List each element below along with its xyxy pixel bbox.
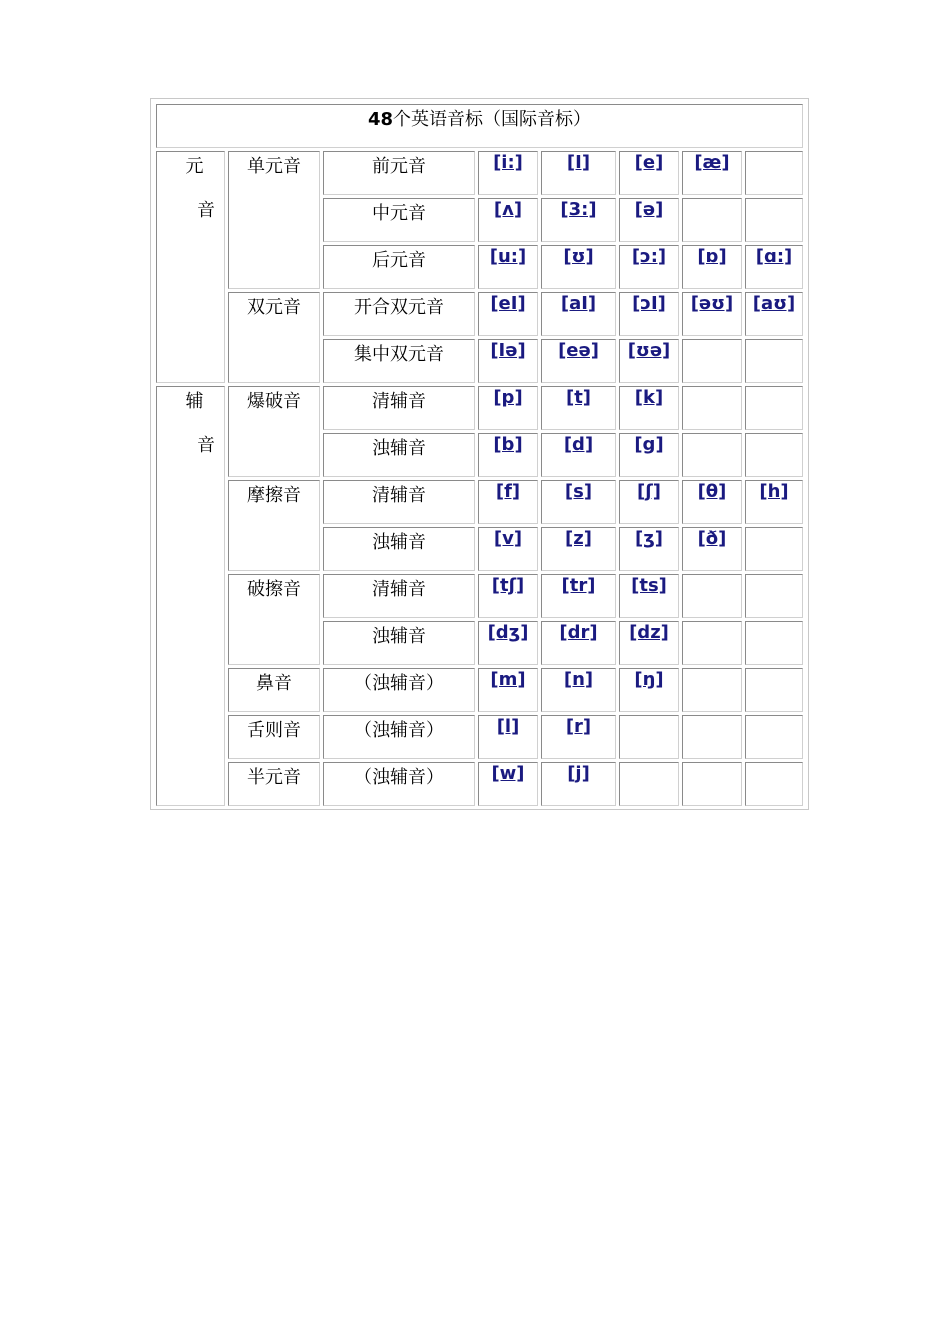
- symbol-link[interactable]: [r]: [565, 716, 592, 737]
- symbol-link[interactable]: [w]: [491, 763, 525, 784]
- empty-cell: [682, 715, 742, 759]
- symbol-link[interactable]: [v]: [493, 528, 523, 549]
- empty-cell: [682, 574, 742, 618]
- symbol-link[interactable]: [ɑ:]: [755, 246, 793, 267]
- symbol-cell: [541, 621, 616, 665]
- symbol-cell: [478, 386, 538, 430]
- symbol-link[interactable]: [ʊə]: [627, 340, 671, 361]
- empty-cell: [619, 715, 679, 759]
- symbol-cell: [541, 339, 616, 383]
- row-label: 浊辅音: [323, 621, 475, 665]
- empty-cell: [745, 715, 803, 759]
- symbol-link[interactable]: [aʊ]: [752, 293, 796, 314]
- symbol-link[interactable]: [ŋ]: [634, 669, 664, 690]
- empty-cell: [745, 386, 803, 430]
- symbol-cell: [478, 245, 538, 289]
- symbol-cell: [478, 715, 538, 759]
- symbol-cell: [541, 292, 616, 336]
- symbol-link[interactable]: [z]: [565, 528, 592, 549]
- vowel-label-1: 元: [185, 156, 204, 177]
- symbol-cell: [619, 198, 679, 242]
- nasal-label: 鼻音: [228, 668, 320, 712]
- symbol-link[interactable]: [dʒ]: [487, 622, 529, 643]
- monophthong-label: 单元音: [228, 151, 320, 289]
- symbol-cell: [619, 245, 679, 289]
- symbol-cell: [478, 668, 538, 712]
- symbol-link[interactable]: [ə]: [634, 199, 664, 220]
- symbol-cell: [682, 527, 742, 571]
- empty-cell: [682, 198, 742, 242]
- empty-cell: [682, 668, 742, 712]
- symbol-cell: [619, 151, 679, 195]
- vowel-category: [156, 151, 225, 383]
- symbol-cell: [619, 480, 679, 524]
- consonant-category: [156, 386, 225, 806]
- consonant-label-2: 音: [197, 435, 215, 456]
- symbol-cell: [619, 574, 679, 618]
- diphthong-label: 双元音: [228, 292, 320, 383]
- row-label: 浊辅音: [323, 433, 475, 477]
- symbol-link[interactable]: [u:]: [489, 246, 527, 267]
- title-number: 48: [367, 109, 394, 130]
- symbol-cell: [478, 480, 538, 524]
- symbol-cell: [745, 480, 803, 524]
- symbol-link[interactable]: [b]: [493, 434, 523, 455]
- row-label: （浊辅音）: [323, 762, 475, 806]
- empty-cell: [682, 433, 742, 477]
- consonant-label-1: 辅: [185, 391, 204, 412]
- symbol-cell: [541, 527, 616, 571]
- row-label: 中元音: [323, 198, 475, 242]
- row-label: 浊辅音: [323, 527, 475, 571]
- symbol-cell: [541, 245, 616, 289]
- empty-cell: [745, 762, 803, 806]
- symbol-link[interactable]: [l]: [496, 716, 520, 737]
- symbol-link[interactable]: [əʊ]: [690, 293, 734, 314]
- symbol-link[interactable]: [aI]: [560, 293, 597, 314]
- empty-cell: [745, 151, 803, 195]
- symbol-link[interactable]: [i:]: [493, 152, 523, 173]
- symbol-cell: [541, 668, 616, 712]
- symbol-cell: [541, 715, 616, 759]
- symbol-cell: [745, 292, 803, 336]
- symbol-cell: [682, 245, 742, 289]
- symbol-link[interactable]: [ɔI]: [632, 293, 666, 314]
- symbol-cell: [541, 198, 616, 242]
- empty-cell: [745, 668, 803, 712]
- empty-cell: [682, 386, 742, 430]
- affricate-label: 破擦音: [228, 574, 320, 665]
- symbol-cell: [478, 574, 538, 618]
- empty-cell: [745, 527, 803, 571]
- symbol-cell: [541, 433, 616, 477]
- empty-cell: [745, 198, 803, 242]
- symbol-link[interactable]: [Iə]: [490, 340, 526, 361]
- symbol-link[interactable]: [m]: [490, 669, 526, 690]
- symbol-link[interactable]: [eə]: [558, 340, 599, 361]
- row-label: 开合双元音: [323, 292, 475, 336]
- table-title: [156, 104, 803, 148]
- symbol-cell: [478, 198, 538, 242]
- row-label: 清辅音: [323, 480, 475, 524]
- symbol-link[interactable]: [h]: [759, 481, 789, 502]
- symbol-link[interactable]: [ʒ]: [635, 528, 663, 549]
- title-text: 个英语音标（国际音标）: [393, 109, 592, 130]
- symbol-link[interactable]: [dz]: [629, 622, 669, 643]
- symbol-link[interactable]: [t]: [565, 387, 592, 408]
- symbol-link[interactable]: [k]: [634, 387, 664, 408]
- symbol-link[interactable]: [ʃ]: [637, 481, 661, 502]
- symbol-cell: [619, 386, 679, 430]
- symbol-cell: [478, 527, 538, 571]
- symbol-cell: [682, 480, 742, 524]
- row-label: 清辅音: [323, 386, 475, 430]
- symbol-link[interactable]: [dr]: [559, 622, 598, 643]
- symbol-link[interactable]: [tr]: [561, 575, 596, 596]
- empty-cell: [745, 621, 803, 665]
- empty-cell: [745, 574, 803, 618]
- symbol-link[interactable]: [ɔ:]: [631, 246, 667, 267]
- symbol-cell: [541, 386, 616, 430]
- symbol-cell: [478, 339, 538, 383]
- symbol-cell: [478, 621, 538, 665]
- symbol-cell: [619, 668, 679, 712]
- symbol-cell: [619, 292, 679, 336]
- vowel-label-2: 音: [197, 200, 215, 221]
- symbol-cell: [682, 292, 742, 336]
- symbol-cell: [478, 762, 538, 806]
- symbol-cell: [619, 339, 679, 383]
- symbol-cell: [478, 433, 538, 477]
- symbol-link[interactable]: [f]: [495, 481, 521, 502]
- symbol-link[interactable]: [ʊ]: [563, 246, 594, 267]
- empty-cell: [682, 339, 742, 383]
- symbol-link[interactable]: [ɒ]: [697, 246, 727, 267]
- symbol-cell: [541, 480, 616, 524]
- symbol-link[interactable]: [θ]: [697, 481, 727, 502]
- lateral-label: 舌则音: [228, 715, 320, 759]
- symbol-cell: [541, 574, 616, 618]
- row-label: （浊辅音）: [323, 715, 475, 759]
- symbol-cell: [478, 292, 538, 336]
- symbol-link[interactable]: [g]: [634, 434, 664, 455]
- symbol-link[interactable]: [s]: [564, 481, 593, 502]
- row-label: 清辅音: [323, 574, 475, 618]
- symbol-cell: [619, 621, 679, 665]
- symbol-link[interactable]: [ð]: [697, 528, 727, 549]
- row-label: 集中双元音: [323, 339, 475, 383]
- symbol-cell: [682, 151, 742, 195]
- plosive-label: 爆破音: [228, 386, 320, 477]
- empty-cell: [745, 339, 803, 383]
- symbol-cell: [619, 433, 679, 477]
- symbol-link[interactable]: [eI]: [490, 293, 526, 314]
- symbol-link[interactable]: [I]: [566, 152, 591, 173]
- fricative-label: 摩擦音: [228, 480, 320, 571]
- symbol-link[interactable]: [d]: [563, 434, 594, 455]
- symbol-link[interactable]: [e]: [634, 152, 664, 173]
- empty-cell: [682, 762, 742, 806]
- row-label: 后元音: [323, 245, 475, 289]
- symbol-link[interactable]: [p]: [493, 387, 523, 408]
- symbol-link[interactable]: [tʃ]: [491, 575, 525, 596]
- symbol-cell: [745, 245, 803, 289]
- symbol-cell: [478, 151, 538, 195]
- symbol-link[interactable]: [j]: [567, 763, 590, 784]
- symbol-link[interactable]: [ts]: [631, 575, 667, 596]
- semivowel-label: 半元音: [228, 762, 320, 806]
- empty-cell: [619, 762, 679, 806]
- symbol-link[interactable]: [æ]: [694, 152, 730, 173]
- ipa-table: [153, 101, 806, 809]
- empty-cell: [745, 433, 803, 477]
- symbol-cell: [541, 762, 616, 806]
- row-label: （浊辅音）: [323, 668, 475, 712]
- row-label: 前元音: [323, 151, 475, 195]
- symbol-link[interactable]: [n]: [563, 669, 594, 690]
- symbol-link[interactable]: [ʌ]: [493, 199, 523, 220]
- empty-cell: [682, 621, 742, 665]
- symbol-cell: [541, 151, 616, 195]
- symbol-cell: [619, 527, 679, 571]
- symbol-link[interactable]: [3:]: [560, 199, 597, 220]
